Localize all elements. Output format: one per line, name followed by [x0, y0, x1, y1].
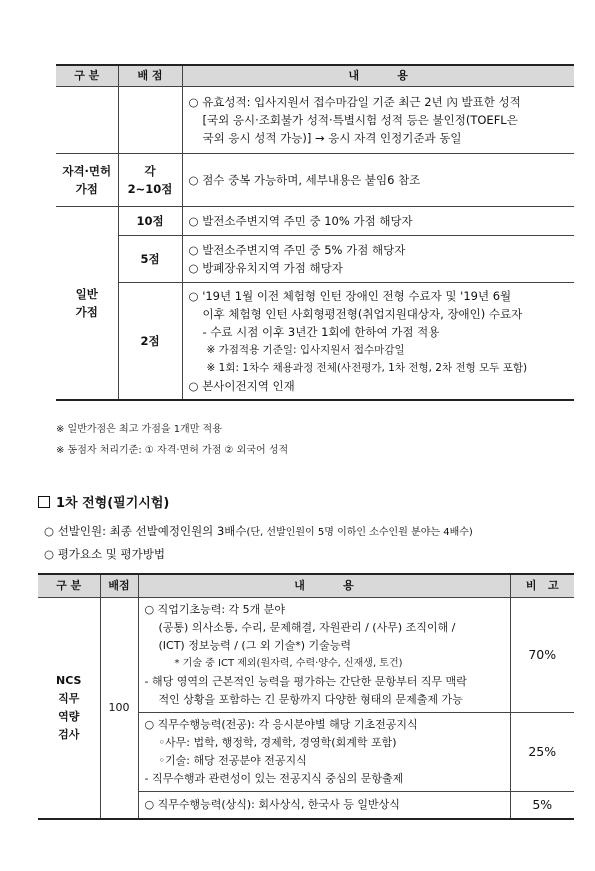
category-cell	[38, 598, 100, 820]
selection-small-text: (단, 선발인원이 5명 이하인 소수인원 분야는 4배수)	[246, 527, 473, 538]
content-line: - 수료 시점 이후 3년간 1회에 한하여 가점 적용	[202, 325, 440, 339]
table-row	[56, 207, 574, 236]
selection-bullet	[44, 523, 473, 539]
content-line: ○ '19년 1월 이전 체험형 인턴 장애인 전형 수료자 및 '19년 6월	[188, 289, 512, 303]
header-category: 구 분	[38, 574, 100, 598]
points-line: 각	[144, 164, 156, 178]
table-row	[56, 236, 574, 283]
category-line: 일반	[75, 287, 98, 301]
content-cell: ○ 점수 중복 가능하며, 세부내용은 붙임6 참조	[182, 154, 574, 207]
points-cell: 10점	[118, 207, 182, 236]
bonus-points-table	[56, 64, 574, 401]
table-header-row	[56, 65, 574, 87]
section-title	[38, 492, 169, 511]
content-line: 적인 상황을 포함하는 긴 문항까지 다양한 형태의 문제출제 가능	[158, 693, 463, 706]
content-line: ◦기술: 해당 전공분야 전공지식	[158, 754, 307, 767]
content-cell	[138, 713, 510, 792]
content-line: ○ 본사이전지역 인재	[188, 379, 295, 393]
points-cell: 5점	[118, 236, 182, 283]
remarks-cell: 70%	[510, 598, 574, 713]
category-cell	[56, 207, 118, 401]
content-cell	[182, 236, 574, 283]
points-line: 2~10점	[127, 182, 173, 196]
table-row	[38, 598, 574, 713]
content-cell: ○ 발전소주변지역 주민 중 10% 가점 해당자	[182, 207, 574, 236]
content-cell	[182, 87, 574, 154]
content-line: * 기술 중 ICT 제외(원자력, 수력·양수, 신재생, 토건)	[174, 658, 403, 669]
header-content: 내 용	[182, 65, 574, 87]
content-line: ○ 직업기초능력: 각 5개 분야	[144, 603, 286, 616]
header-points: 배점	[100, 574, 138, 598]
content-line: ※ 가점적용 기준일: 입사지원서 접수마감일	[206, 344, 405, 356]
table-row	[56, 283, 574, 401]
note-max-bonus: ※ 일반가점은 최고 가점을 1개만 적용	[56, 424, 222, 435]
content-line: 이후 체험형 인턴 사회형평전형(취업지원대상자, 장애인) 수료자	[202, 307, 523, 321]
header-remarks: 비 고	[510, 574, 574, 598]
square-bullet-icon	[38, 496, 50, 508]
content-line: - 직무수행과 관련성이 있는 전공지식 중심의 문항출제	[144, 772, 404, 785]
remarks-cell: 25%	[510, 713, 574, 792]
content-line: ※ 1회: 1차수 채용과정 전체(사전평가, 1차 전형, 2차 전형 모두 포함)	[206, 362, 528, 374]
content-line: [국외 응시·조회불가 성적·특별시험 성적 등은 불인정(TOEFL은	[202, 113, 518, 127]
points-cell: 100	[100, 598, 138, 820]
evaluation-bullet: ○ 평가요소 및 평가방법	[44, 547, 165, 561]
category-cell	[56, 154, 118, 207]
content-line: 국외 응시 성적 가능)] → 응시 자격 인정기준과 동일	[202, 131, 462, 145]
content-line: ◦사무: 법학, 행정학, 경제학, 경영학(회계학 포함)	[158, 736, 397, 749]
category-line: 자격·면허	[62, 164, 112, 178]
content-line: ○ 발전소주변지역 주민 중 5% 가점 해당자	[188, 243, 406, 257]
category-line: 직무	[58, 692, 80, 705]
header-category: 구 분	[56, 65, 118, 87]
content-cell	[182, 283, 574, 401]
content-cell: ○ 직무수행능력(상식): 회사상식, 한국사 등 일반상식	[138, 792, 510, 820]
category-line: 가점	[75, 305, 98, 319]
content-line: (ICT) 정보능력 / (그 외 기술*) 기술능력	[158, 639, 352, 652]
content-line: - 해당 영역의 근본적인 능력을 평가하는 간단한 문항부터 직무 맥락	[144, 675, 467, 688]
category-line: NCS	[56, 674, 82, 687]
header-content: 내 용	[138, 574, 510, 598]
written-test-table	[38, 573, 574, 820]
content-cell	[138, 598, 510, 713]
remarks-cell: 5%	[510, 792, 574, 820]
category-line: 가점	[75, 182, 98, 196]
category-cell-empty	[56, 87, 118, 154]
selection-main-text: ○ 선발인원: 최종 선발예정인원의 3배수	[44, 524, 247, 538]
table-row	[56, 154, 574, 207]
content-line: ○ 방폐장유치지역 가점 해당자	[188, 261, 343, 275]
table-row	[56, 87, 574, 154]
points-cell: 2점	[118, 283, 182, 401]
section-title-text: 1차 전형(필기시험)	[56, 496, 170, 511]
points-cell	[118, 154, 182, 207]
category-line: 검사	[58, 728, 80, 741]
content-line: ○ 유효성적: 입사지원서 접수마감일 기준 최근 2년 內 발표한 성적	[188, 95, 521, 109]
points-cell-empty	[118, 87, 182, 154]
table-header-row	[38, 574, 574, 598]
content-line: (공통) 의사소통, 수리, 문제해결, 자원관리 / (사무) 조직이해 /	[158, 621, 456, 634]
header-points: 배 점	[118, 65, 182, 87]
content-line: ○ 직무수행능력(전공): 각 응시분야별 해당 기초전공지식	[144, 718, 418, 731]
category-line: 역량	[58, 710, 80, 723]
note-tiebreak: ※ 동점자 처리기준: ① 자격·면허 가점 ② 외국어 성적	[56, 445, 289, 456]
